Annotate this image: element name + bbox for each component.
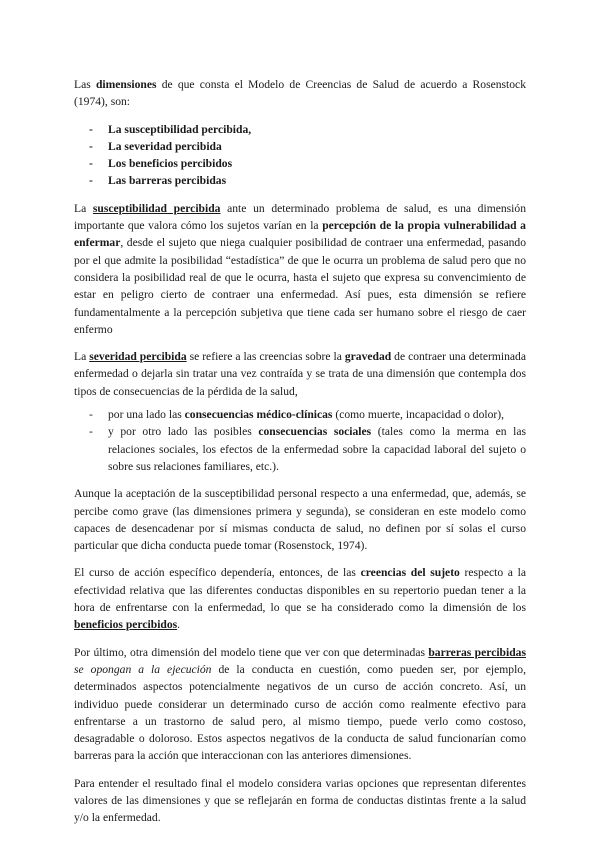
barriers-paragraph: Por último, otra dimensión del modelo tiene que ver con que determinadas barreras percibidas se opongan a la ejecución de la conducta en cuestión, como pueden ser, por ejemplo, determinados aspectos potencialmente negativos de un curso de acción concreto. Así, un individuo puede considerar un determinado curso de acción como realmente efectivo para enfrentarse a un trastorno de salud pero, al mismo tiempo, puede verlo como costoso, desagradable o doloroso. Estos aspectos negativos de la conducta de salud funcionarían como barreras para la acción que interaccionan con las anteriores dimensiones.	[74, 645, 526, 763]
term-dimensiones: dimensiones	[95, 78, 157, 91]
term-gravedad: gravedad	[344, 350, 392, 364]
severity-paragraph: La severidad percibida se refiere a las creencias sobre la gravedad de contraer una determinada enfermedad o dejarla sin tratar una vez contraída y se trata de una dimensión que contempla dos tipos de consecuencias de la pérdida de la salud,	[74, 350, 526, 398]
dimensions-list	[74, 121, 526, 190]
list-item: - por una lado las consecuencias médico-clínicas (como muerte, incapacidad o dolor),	[74, 406, 526, 423]
term-benefits: beneficios percibidos	[74, 618, 178, 632]
term-social-consequences: consecuencias sociales	[258, 425, 372, 439]
list-item: - La severidad percibida	[74, 138, 526, 155]
term-medical-consequences: consecuencias médico-clínicas	[184, 408, 333, 422]
document-page	[74, 76, 526, 837]
list-item: - y por otro lado las posibles consecuencias sociales (tales como la merma en las relaciones sociales, los efectos de la enfermedad sobre la capacidad laboral del sujeto o sobre sus relaciones familiares, etc.).	[74, 423, 526, 475]
conclusion-paragraph: Para entender el resultado final el modelo considera varias opciones que representan diferentes valores de las dimensiones y que se reflejarán en forma de conductas distintas frente a la salud y/o la enfermedad.	[74, 776, 526, 825]
action-course-paragraph: El curso de acción específico dependería, entonces, de las creencias del sujeto respecto a la efectividad relativa que las diferentes conductas disponibles en su repertorio puedan tener a la hora de enfrentarse con la enfermedad, lo que se ha considerado como la dimensión de los beneficios percibidos.	[74, 566, 526, 632]
term-oppose-execution: se opongan a la ejecución	[74, 662, 212, 676]
term-susceptibility: susceptibilidad percibida	[92, 201, 221, 215]
term-severity: severidad percibida	[89, 350, 187, 364]
susceptibility-paragraph: La susceptibilidad percibida ante un determinado problema de salud, es una dimensión importante que valora cómo los sujetos varían en la percepción de la propia vulnerabilidad a enfermar, desde el sujeto que niega cualquier posibilidad de contraer una enfermedad, pasando por el que admite la posibilidad “estadística” de que le ocurra un problema de salud pero que no considera la posibilidad real de que le ocurra, hasta el sujeto que expresa su convencimiento de estar en peligro cierto de contraer una enfermedad. Así pues, esta dimensión se refiere fundamentalmente a la percepción subjetiva que tiene cada ser humano sobre el riesgo de caer enfermo	[74, 201, 526, 336]
term-barriers: barreras percibidas	[428, 645, 526, 659]
acceptance-paragraph: Aunque la aceptación de la susceptibilidad personal respecto a una enfermedad, que, además, se percibe como grave (las dimensiones primera y segunda), se consideran en este modelo como capaces de desencadenar por sí mismas conducta de salud, no definen por sí solas el curso particular que dicha conducta puede tomar (Rosenstock, 1974).	[74, 487, 526, 553]
list-item: - La susceptibilidad percibida,	[74, 121, 526, 138]
list-item: - Las barreras percibidas	[74, 172, 526, 189]
intro-paragraph: Las dimensiones de que consta el Modelo de Creencias de Salud de acuerdo a Rosenstock (1974), son:	[74, 78, 526, 109]
list-item: - Los beneficios percibidos	[74, 155, 526, 172]
consequences-list	[74, 406, 526, 475]
term-vulnerability: percepción de la propia vulnerabilidad a enfermar	[74, 219, 526, 250]
term-beliefs: creencias del sujeto	[360, 566, 460, 580]
